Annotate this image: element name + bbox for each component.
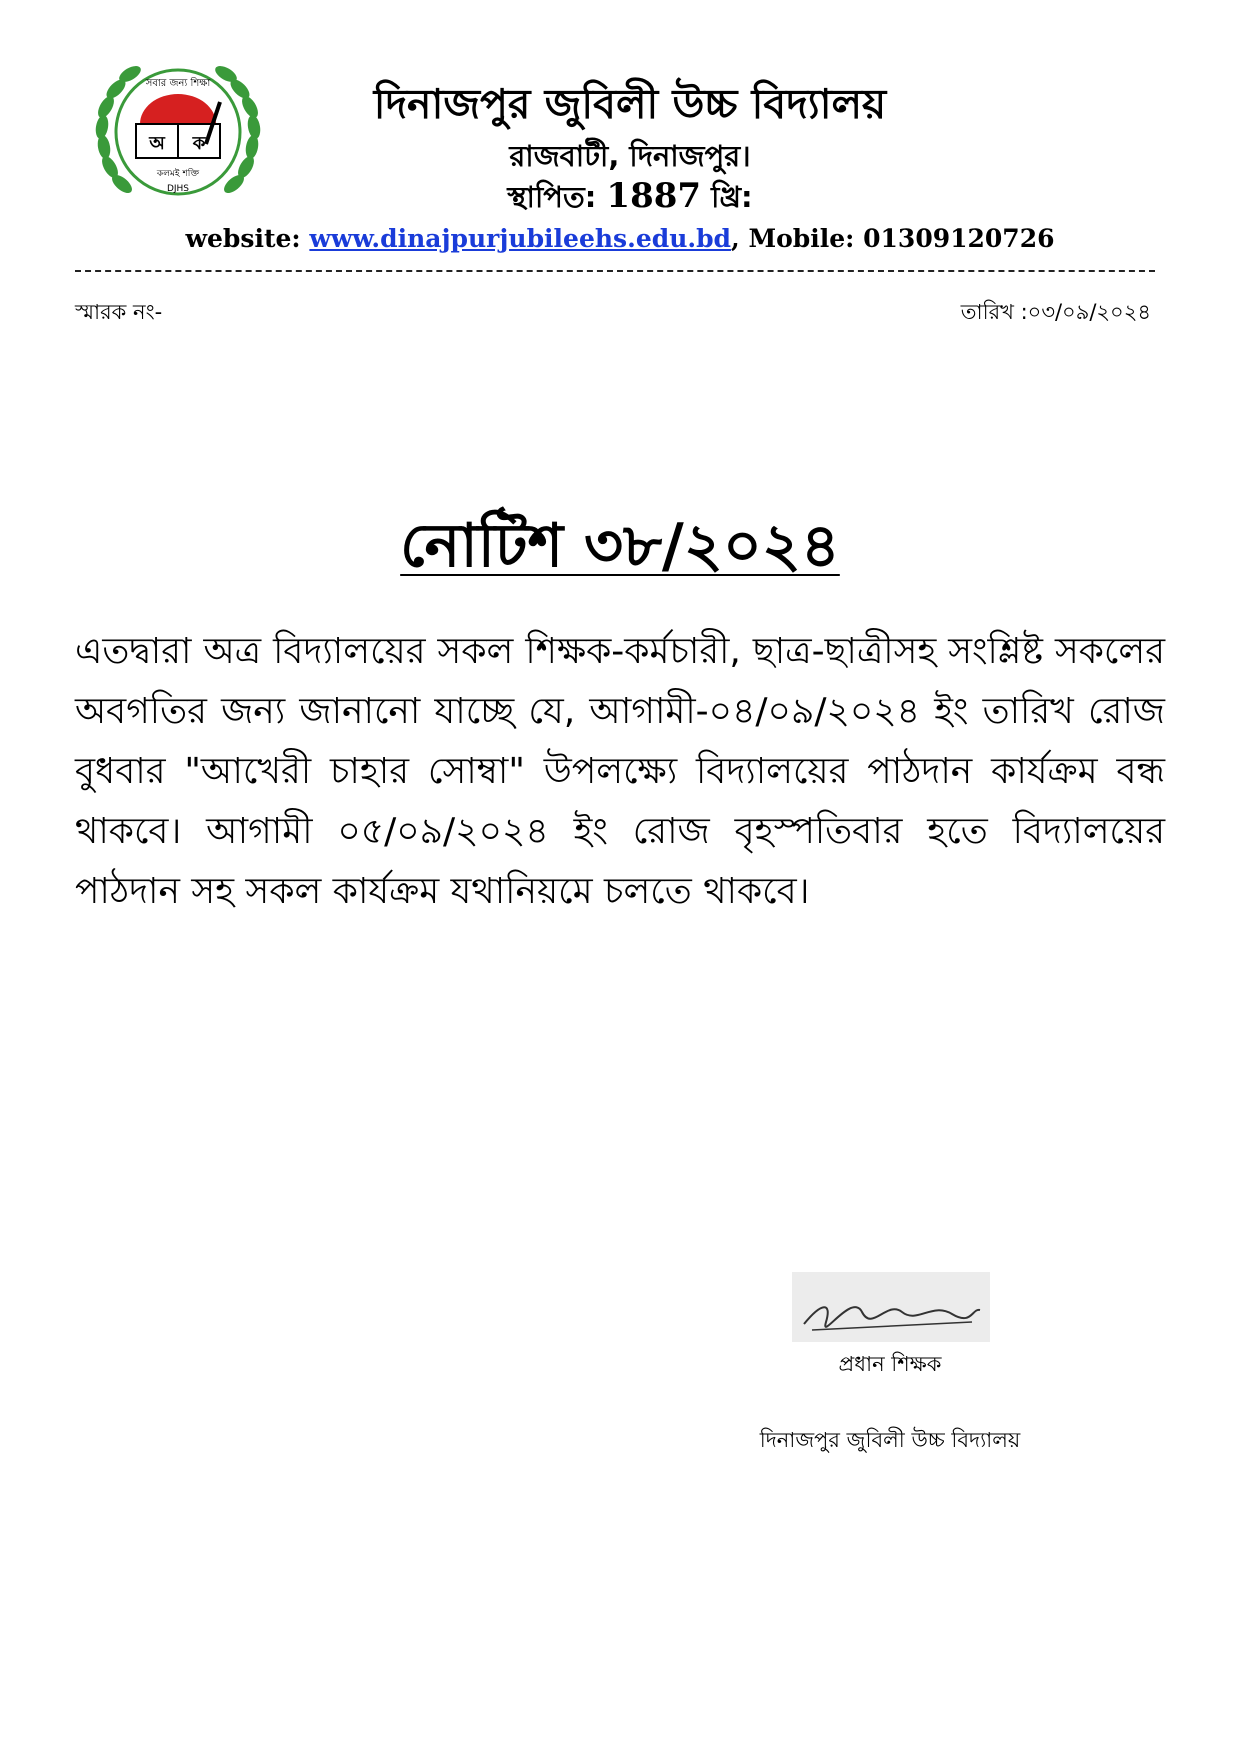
school-address: রাজবাটী, দিনাজপুর। <box>509 139 751 173</box>
svg-text:DJHS: DJHS <box>166 184 190 194</box>
website-label: website: <box>185 224 301 253</box>
notice-body: এতদ্বারা অত্র বিদ্যালয়ের সকল শিক্ষক-কর্মচারী, ছাত্র-ছাত্রীসহ সংশ্লিষ্ট সকলের অবগতির জন্য জানানো যাচ্ছে যে, আগামী-০৪/০৯/২০২৪ ইং তারিখ রোজ বুধবার "আখেরী চাহার সোম্বা" উপলক্ষ্যে বিদ্যালয়ের পাঠদান কার্যক্রম বন্ধ থাকবে। আগামী ০৫/০৯/২০২৪ ইং রোজ বৃহস্পতিবার হতে বিদ্যালয়ের পাঠদান সহ সকল কার্যক্রম যথানিয়মে চলতে থাকবে। <box>75 631 1165 912</box>
memo-reference: স্মারক নং- <box>75 300 163 324</box>
school-name: দিনাজপুর জুবিলী উচ্চ বিদ্যালয় <box>373 80 887 128</box>
memo-date: তারিখ :০৩/০৯/২০২৪ <box>960 300 1151 324</box>
signature-caption: প্রধান শিক্ষক <box>838 1352 942 1376</box>
notice-title <box>300 508 940 584</box>
website-link[interactable]: www.dinajpurjubileehs.edu.bd <box>309 224 732 253</box>
mobile-number: 01309120726 <box>863 224 1055 253</box>
established-year: 1887 <box>606 176 702 216</box>
notice-title-text: নোটিশ ৩৮/২০২৪ <box>400 511 840 581</box>
svg-text:সবার জন্য শিক্ষা: সবার জন্য শিক্ষা <box>145 78 211 89</box>
mobile-label: , Mobile: <box>731 224 855 253</box>
signature-school: দিনাজপুর জুবিলী উচ্চ বিদ্যালয় <box>759 1428 1021 1452</box>
established-suffix: খ্রি: <box>711 180 753 214</box>
headmaster-signature <box>792 1272 990 1342</box>
established-label: স্থাপিত: <box>507 180 597 214</box>
established-line <box>330 178 930 215</box>
school-logo <box>82 52 274 214</box>
contact-line <box>120 222 1120 256</box>
svg-text:ক: ক <box>192 133 206 154</box>
svg-text:অ: অ <box>149 133 165 154</box>
letterhead-divider <box>75 270 1155 272</box>
svg-text:কলমই শক্তি: কলমই শক্তি <box>156 169 200 179</box>
